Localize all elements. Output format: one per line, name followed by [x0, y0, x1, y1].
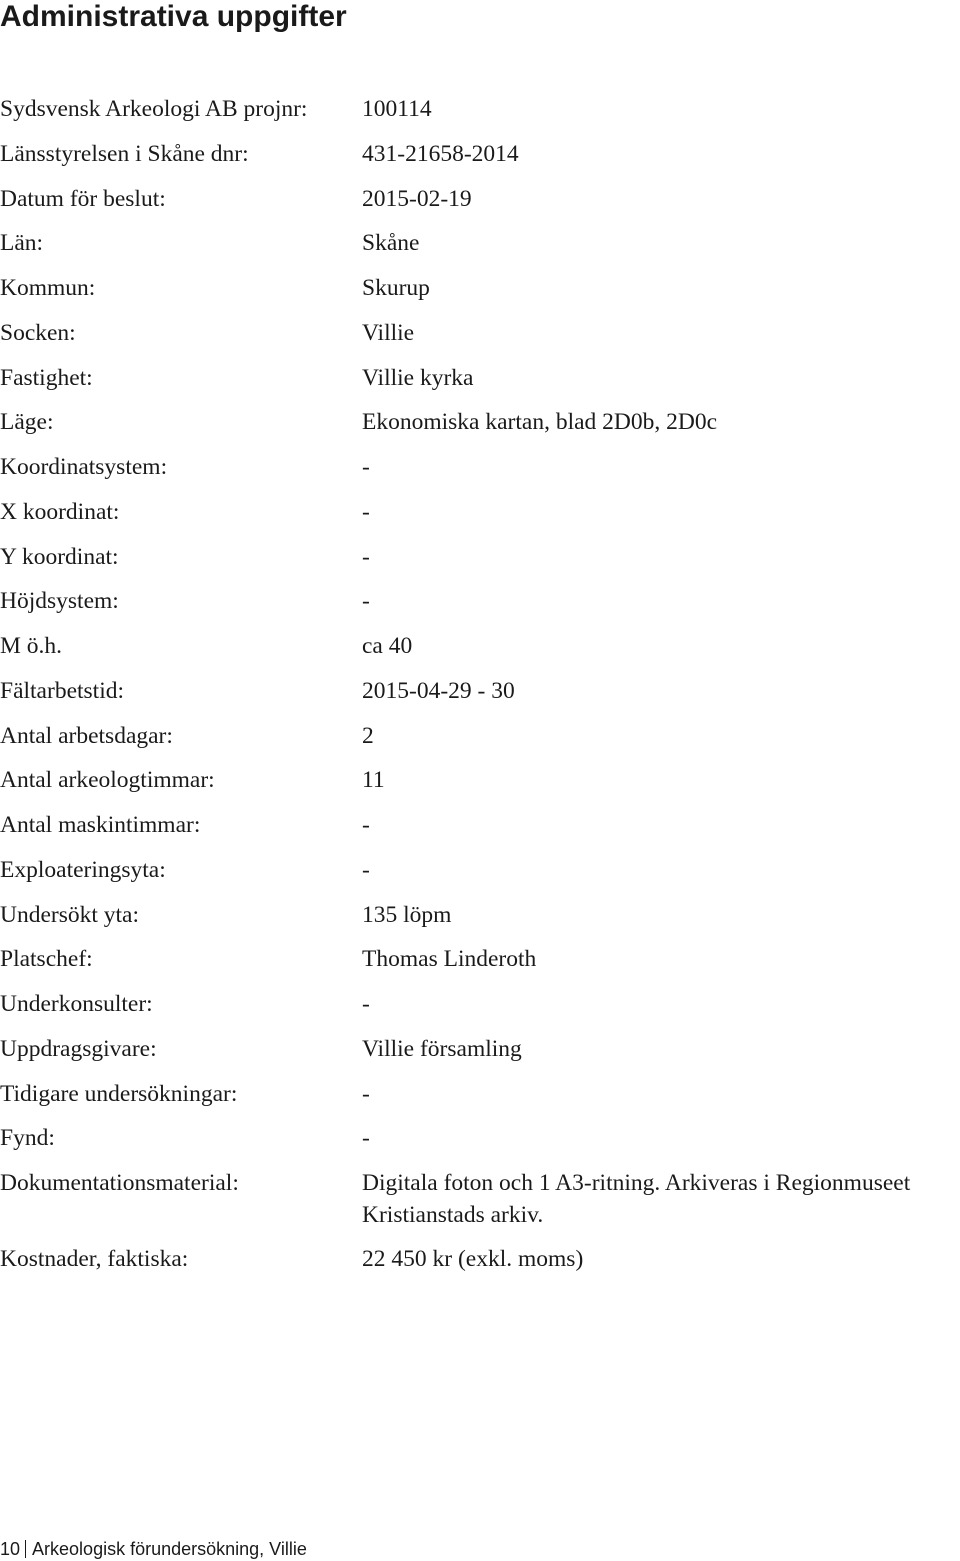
row-undersokt-yta: [0, 893, 960, 938]
row-label: Antal arbetsdagar:: [0, 722, 173, 749]
admin-details-table: [0, 87, 960, 1282]
row-label: Höjdsystem:: [0, 588, 119, 615]
row-label: X koordinat:: [0, 498, 120, 525]
row-label: Underkonsulter:: [0, 991, 153, 1017]
row-label: Uppdragsgivare:: [0, 1035, 157, 1062]
row-label: Tidigare undersökningar:: [0, 1080, 238, 1107]
row-value: -: [362, 498, 370, 525]
row-value: Villie: [362, 319, 415, 346]
row-value: 2: [362, 722, 374, 749]
row-value: 2015-04-29 - 30: [362, 677, 515, 704]
row-label: Platschef:: [0, 946, 93, 973]
row-value: -: [362, 991, 370, 1017]
row-label: Antal arkeologtimmar:: [0, 767, 215, 794]
row-uppdragsgivare: [0, 1027, 960, 1072]
row-label: M ö.h.: [0, 633, 63, 659]
row-value: Villie församling: [362, 1035, 522, 1062]
row-label: Kommun:: [0, 275, 96, 301]
row-tidigare-undersokningar: [0, 1072, 960, 1117]
row-value: Skurup: [362, 275, 430, 301]
page-footer: [0, 1538, 960, 1560]
row-value: -: [362, 454, 370, 480]
row-value: Villie kyrka: [362, 364, 474, 391]
row-label: Sydsvensk Arkeologi AB projnr:: [0, 96, 308, 122]
row-lansstyrelsen-dnr: [0, 132, 960, 177]
page-number: 10: [0, 1539, 21, 1559]
row-label: Län:: [0, 230, 44, 257]
row-value: Digitala foton och 1 A3-ritning. Arkiveras i Regionmuseet Kristianstads arkiv.: [362, 1170, 911, 1228]
row-fastighet: [0, 356, 960, 401]
row-value: 431-21658-2014: [362, 140, 519, 167]
row-label: Socken:: [0, 319, 76, 346]
row-y-koordinat: [0, 535, 960, 580]
row-label: Koordinatsystem:: [0, 454, 168, 480]
row-value: -: [362, 588, 370, 615]
row-platschef: [0, 937, 960, 982]
row-arbetsdagar: [0, 714, 960, 759]
row-kommun: [0, 266, 960, 311]
row-maskintimmar: [0, 803, 960, 848]
row-beslutsdatum: [0, 177, 960, 222]
row-value: 100114: [362, 96, 432, 122]
row-lan: [0, 221, 960, 266]
row-value: 11: [362, 767, 385, 794]
row-label: Undersökt yta:: [0, 901, 140, 928]
row-label: Exploateringsyta:: [0, 856, 166, 883]
row-label: Fynd:: [0, 1125, 55, 1152]
row-underkonsulter: [0, 982, 960, 1027]
row-lage: [0, 400, 960, 445]
row-value: Ekonomiska kartan, blad 2D0b, 2D0c: [362, 409, 718, 436]
page-title: Administrativa uppgifter: [0, 0, 347, 33]
row-label: Kostnader, faktiska:: [0, 1246, 189, 1272]
footer-divider: [25, 1540, 26, 1558]
row-dokumentationsmaterial: [0, 1161, 960, 1237]
row-faltarbetstid: [0, 669, 960, 714]
row-value: Skåne: [362, 230, 420, 257]
row-label: Dokumentationsmaterial:: [0, 1170, 239, 1196]
row-label: Läge:: [0, 409, 54, 436]
row-value: -: [362, 856, 370, 883]
row-koordinatsystem: [0, 445, 960, 490]
row-projnr: [0, 87, 960, 132]
row-label: Länsstyrelsen i Skåne dnr:: [0, 140, 249, 167]
row-socken: [0, 311, 960, 356]
row-arkeologtimmar: [0, 758, 960, 803]
row-value: -: [362, 1080, 370, 1107]
row-value: Thomas Linderoth: [362, 946, 537, 973]
row-label: Antal maskintimmar:: [0, 812, 201, 838]
row-exploateringsyta: [0, 848, 960, 893]
row-fynd: [0, 1116, 960, 1161]
row-value: -: [362, 812, 370, 838]
row-value: ca 40: [362, 633, 413, 659]
row-hojdsystem: [0, 579, 960, 624]
row-value: 22 450 kr (exkl. moms): [362, 1246, 584, 1272]
row-value: 135 löpm: [362, 901, 452, 928]
row-label: Datum för beslut:: [0, 185, 166, 212]
footer-text: Arkeologisk förundersökning, Villie: [32, 1539, 307, 1559]
row-label: Y koordinat:: [0, 543, 119, 570]
row-value: 2015-02-19: [362, 185, 472, 212]
row-label: Fastighet:: [0, 364, 93, 391]
row-value: -: [362, 1125, 370, 1152]
row-value: -: [362, 543, 370, 570]
row-moh: [0, 624, 960, 669]
row-kostnader: [0, 1237, 960, 1282]
row-label: Fältarbetstid:: [0, 677, 125, 704]
row-x-koordinat: [0, 490, 960, 535]
